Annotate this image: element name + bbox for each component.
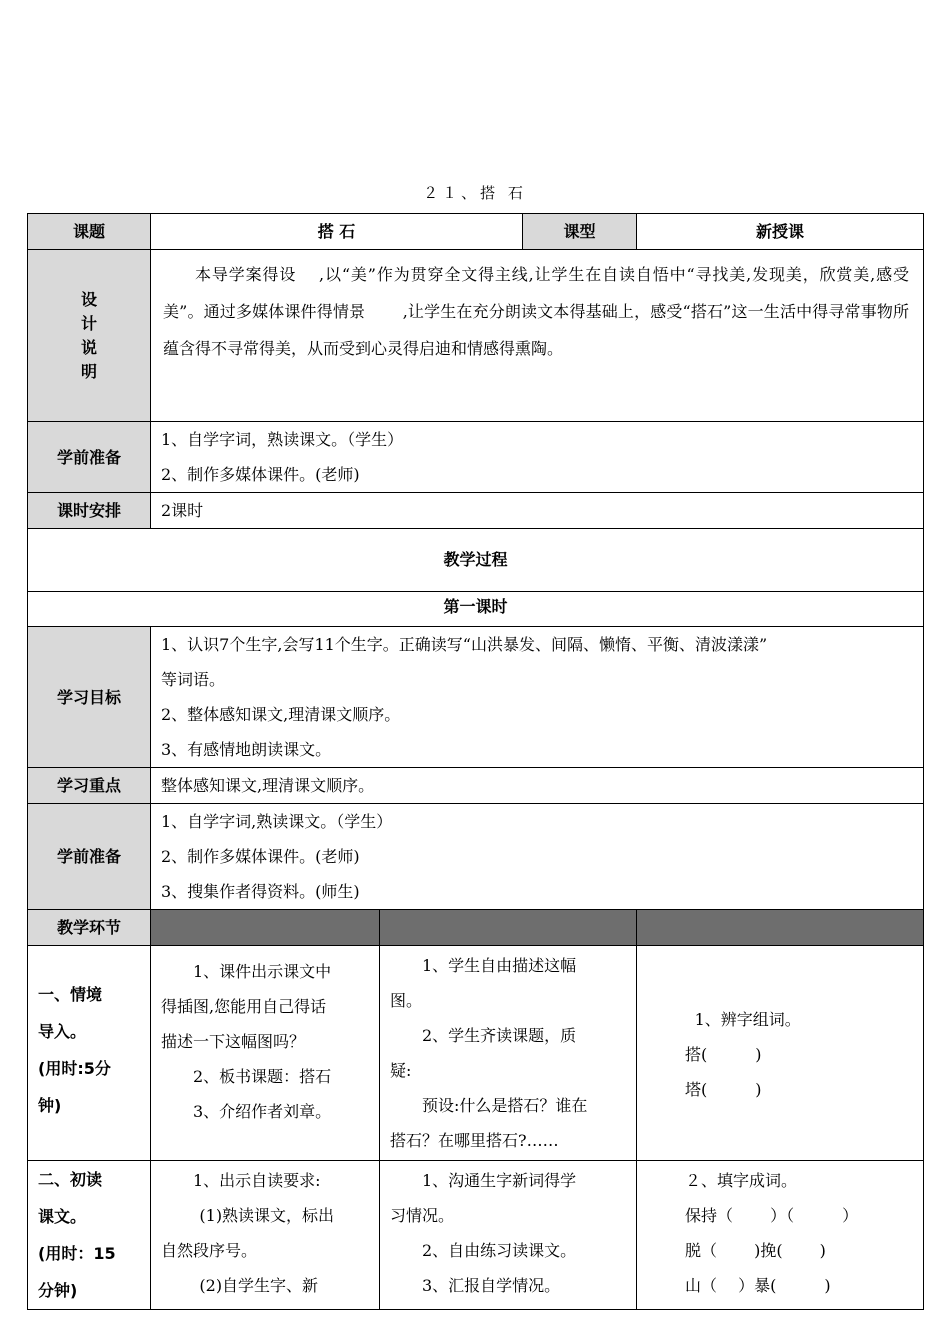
design-label: 设 计 说 明 — [28, 250, 151, 422]
design-row — [28, 250, 924, 422]
stage1-title: 一、情境 导入。 (用时:5分 钟) — [28, 946, 151, 1161]
stage1-teacher-activity: 1、课件出示课文中 得插图,您能用自己得话 描述一下这幅图吗？ 2、板书课题：搭石 3、介绍作者刘章。 — [151, 946, 380, 1161]
schedule-label: 课时安排 — [28, 493, 151, 529]
process-title-row — [28, 529, 924, 592]
prep-row — [28, 422, 924, 493]
design-description: 本导学案得设 ,以“美”作为贯穿全文得主线,让学生在自读自悟中“寻找美,发现美，欣赏美,感受美”。通过多媒体课件得情景 ,让学生在充分朗读文本得基础上，感受“搭石”这一生活中得寻常事物所蕴含得不寻常得美，从而受到心灵得启迪和情感得熏陶。 — [151, 250, 924, 422]
practice-column-header — [637, 910, 924, 946]
stage2-practice: ２、填字成词。 保持（ ）（ ） 脱（ )挽( ) 山（ ）暴( ) — [637, 1161, 924, 1310]
lesson-title: 第一课时 — [28, 592, 924, 627]
prep2-label: 学前准备 — [28, 804, 151, 910]
stage1-row — [28, 946, 924, 1161]
stage2-student-activity: 1、沟通生字新词得学 习情况。 2、自由练习读课文。 3、汇报自学情况。 — [380, 1161, 637, 1310]
section-label: 教学环节 — [28, 910, 151, 946]
teacher-column-header — [151, 910, 380, 946]
process-title: 教学过程 — [28, 529, 924, 592]
topic-value: 搭 石 — [151, 214, 523, 250]
student-column-header — [380, 910, 637, 946]
course-type-label: 课型 — [523, 214, 637, 250]
course-type-value: 新授课 — [637, 214, 924, 250]
prep-label: 学前准备 — [28, 422, 151, 493]
topic-label: 课题 — [28, 214, 151, 250]
schedule-value: 2课时 — [151, 493, 924, 529]
goals-row — [28, 627, 924, 768]
prep2-row — [28, 804, 924, 910]
stage2-teacher-activity: 1、出示自读要求: (1)熟读课文，标出 自然段序号。 (2)自学生字、新 — [151, 1161, 380, 1310]
stage1-student-activity: 1、学生自由描述这幅 图。 2、学生齐读课题，质 疑: 预设:什么是搭石？谁在 搭石？在哪里搭石?…… — [380, 946, 637, 1161]
goals-label: 学习目标 — [28, 627, 151, 768]
stage2-title: 二、初读 课文。 (用时：15 分钟) — [28, 1161, 151, 1310]
section-header-row — [28, 910, 924, 946]
lesson-title-row — [28, 592, 924, 627]
focus-row — [28, 768, 924, 804]
stage1-practice: 1、辨字组词。 搭( ) 塔( ) — [637, 946, 924, 1161]
stage2-row — [28, 1161, 924, 1310]
focus-label: 学习重点 — [28, 768, 151, 804]
lesson-plan-table — [27, 213, 924, 1310]
prep2-items: 1、自学字词,熟读课文。（学生） 2、制作多媒体课件。(老师) 3、搜集作者得资料。(师生) — [151, 804, 924, 910]
focus-value: 整体感知课文,理清课文顺序。 — [151, 768, 924, 804]
goals-items: 1、认识7个生字,会写11个生字。正确读写“山洪暴发、间隔、懒惰、平衡、清波漾漾” 等词语。 2、整体感知课文,理清课文顺序。 3、有感情地朗读课文。 — [151, 627, 924, 768]
document-title: ２１、搭 石 — [423, 184, 527, 202]
prep-items: 1、自学字词，熟读课文。（学生） 2、制作多媒体课件。(老师) — [151, 422, 924, 493]
schedule-row — [28, 493, 924, 529]
header-row — [28, 214, 924, 250]
